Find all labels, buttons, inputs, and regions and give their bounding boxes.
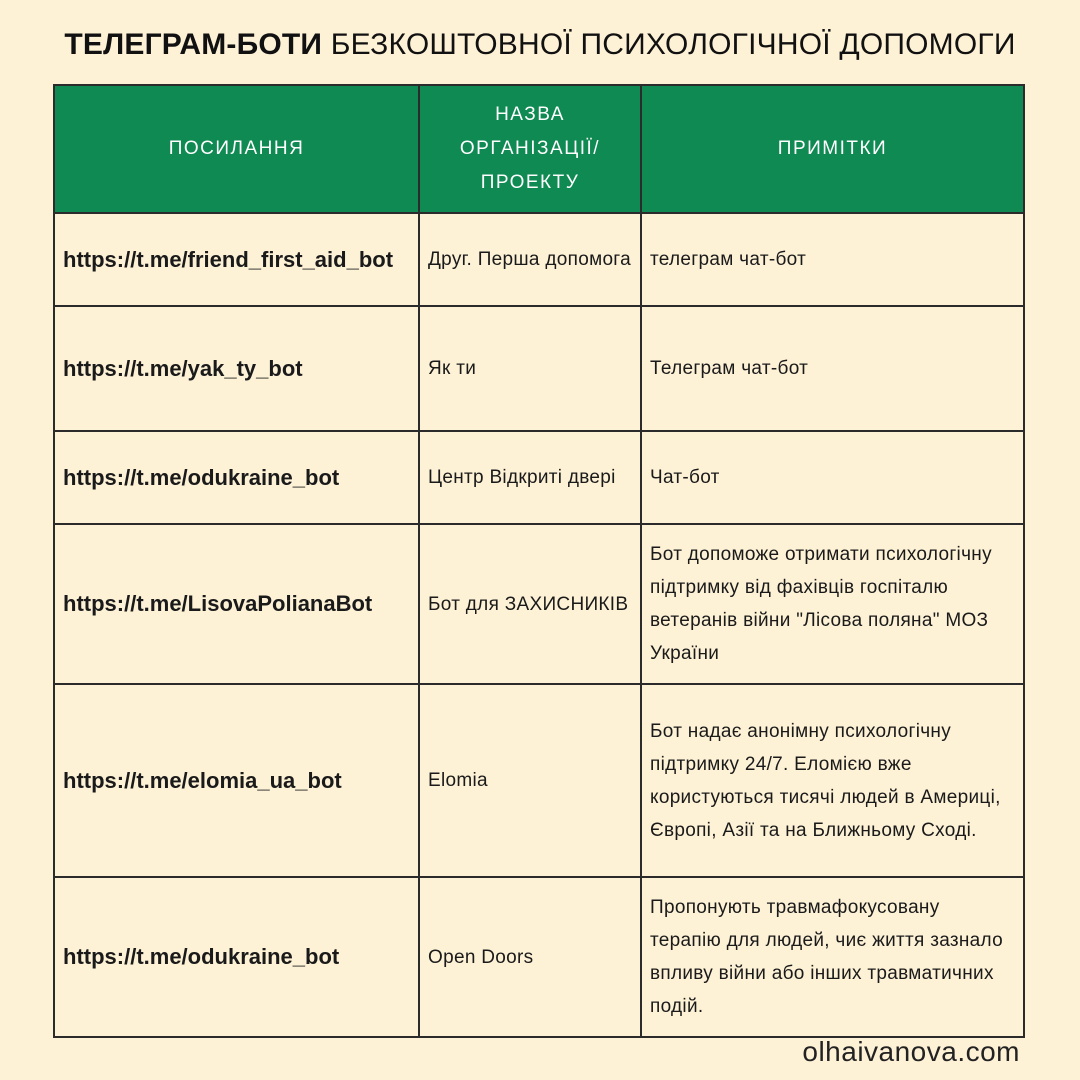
title-bold: ТЕЛЕГРАМ-БОТИ [64, 28, 323, 61]
page-title [0, 28, 1080, 62]
header-link: ПОСИЛАННЯ [54, 85, 419, 213]
bot-note: телеграм чат-бот [641, 213, 1024, 306]
bot-link[interactable]: https://t.me/odukraine_bot [54, 877, 419, 1037]
bot-link[interactable]: https://t.me/odukraine_bot [54, 431, 419, 524]
bot-link[interactable]: https://t.me/elomia_ua_bot [54, 684, 419, 877]
table-header-row [54, 85, 1024, 213]
table-row [54, 877, 1024, 1037]
header-notes: ПРИМІТКИ [641, 85, 1024, 213]
bot-note: Пропонують травмафокусовану терапію для людей, чиє життя зазнало впливу війни або інших травматичних подій. [641, 877, 1024, 1037]
bot-note: Телеграм чат-бот [641, 306, 1024, 431]
bots-table [53, 84, 1025, 1038]
bot-note: Чат-бот [641, 431, 1024, 524]
table-row [54, 684, 1024, 877]
bot-link[interactable]: https://t.me/yak_ty_bot [54, 306, 419, 431]
bot-link[interactable]: https://t.me/LisovaPolianaBot [54, 524, 419, 684]
footer-site: olhaivanova.com [802, 1036, 1020, 1067]
table-row [54, 306, 1024, 431]
table-row [54, 213, 1024, 306]
table-row [54, 431, 1024, 524]
table-row [54, 524, 1024, 684]
org-name: Як ти [419, 306, 641, 431]
title-regular: БЕЗКОШТОВНОЇ ПСИХОЛОГІЧНОЇ ДОПОМОГИ [330, 28, 1016, 61]
org-name: Бот для ЗАХИСНИКІВ [419, 524, 641, 684]
bot-note: Бот надає анонімну психологічну підтримку 24/7. Еломією вже користуються тисячі людей в Америці, Європі, Азії та на Ближньому Сході. [641, 684, 1024, 877]
org-name: Elomia [419, 684, 641, 877]
bot-link[interactable]: https://t.me/friend_first_aid_bot [54, 213, 419, 306]
org-name: Open Doors [419, 877, 641, 1037]
bot-note: Бот допоможе отримати психологічну підтримку від фахівців госпіталю ветеранів війни "Лісова поляна" МОЗ України [641, 524, 1024, 684]
org-name: Друг. Перша допомога [419, 213, 641, 306]
org-name: Центр Відкриті двері [419, 431, 641, 524]
header-org: НАЗВА ОРГАНІЗАЦІЇ/ ПРОЕКТУ [419, 85, 641, 213]
